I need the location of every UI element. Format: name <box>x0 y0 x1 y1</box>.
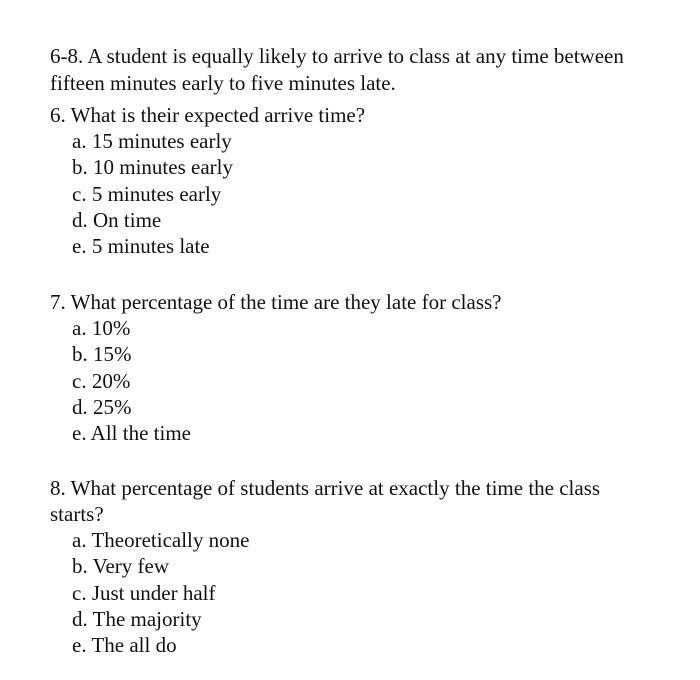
question-7-options <box>50 315 650 446</box>
question-7-option-d: d. 25% <box>72 394 132 419</box>
question-7-option-e: e. All the time <box>72 421 191 446</box>
question-8 <box>50 475 650 658</box>
question-7-option-a: a. 10% <box>72 316 131 340</box>
question-8-option-e: e. The all do <box>72 633 177 658</box>
question-8-option-b: b. Very few <box>72 554 170 579</box>
question-6-option-e: e. 5 minutes late <box>72 234 210 259</box>
question-8-option-d: d. The majority <box>72 606 202 631</box>
intro-text: 6-8. A student is equally likely to arrive to class at any time between fifteen minutes early to five minutes late. <box>50 44 624 95</box>
question-6-option-d: d. On time <box>72 207 162 232</box>
question-7 <box>50 289 650 446</box>
question-8-options <box>50 527 650 658</box>
question-8-option-c: c. Just under half <box>72 580 216 605</box>
question-6-option-a: a. 15 minutes early <box>72 129 232 153</box>
question-7-option-c: c. 20% <box>72 368 131 393</box>
question-7-prompt: 7. What percentage of the time are they late for class? <box>50 290 502 314</box>
question-7-option-b: b. 15% <box>72 342 132 367</box>
question-8-option-a: a. Theoretically none <box>72 528 250 552</box>
question-8-prompt: 8. What percentage of students arrive at exactly the time the class starts? <box>50 476 601 526</box>
question-6-options <box>50 128 650 259</box>
question-6-prompt: 6. What is their expected arrive time? <box>50 103 366 127</box>
question-6 <box>50 102 650 259</box>
question-6-option-c: c. 5 minutes early <box>72 181 222 206</box>
question-6-option-b: b. 10 minutes early <box>72 155 233 180</box>
